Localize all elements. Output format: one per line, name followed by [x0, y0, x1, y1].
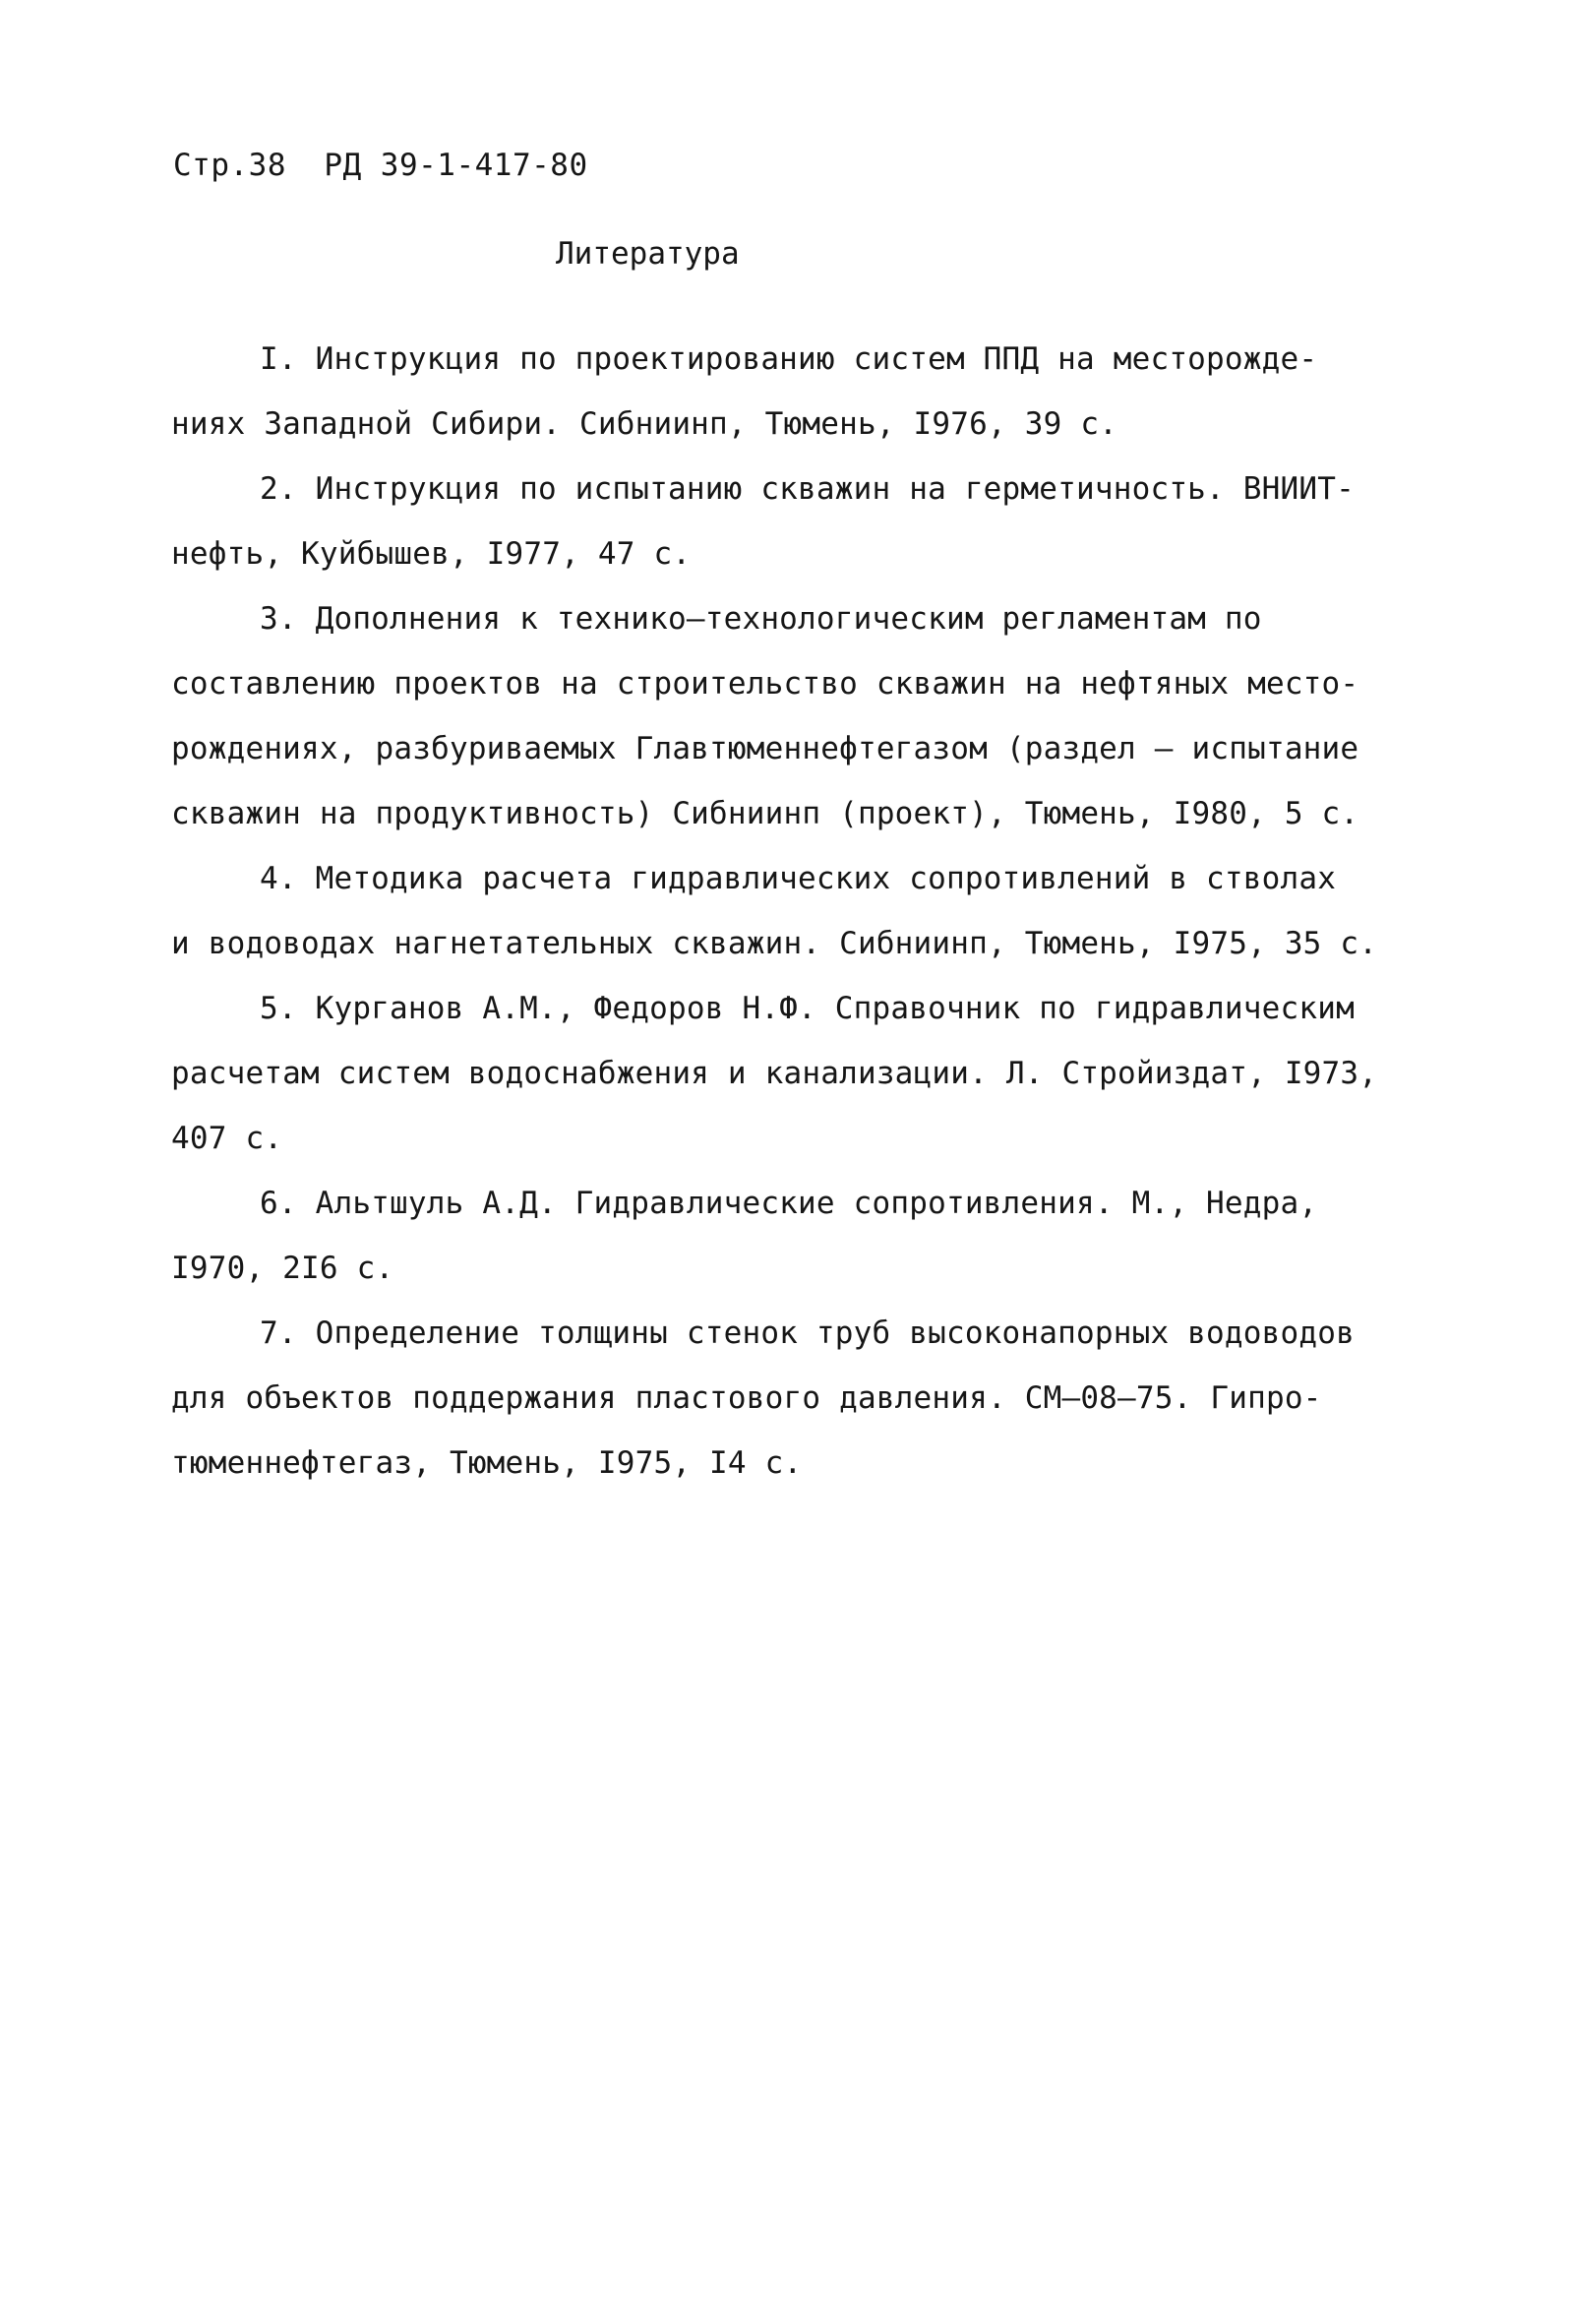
reference-line: 5. Курганов А.М., Федоров Н.Ф. Справочник по гидравлическим: [260, 991, 1355, 1026]
page-number: Стр.38: [173, 148, 286, 183]
section-title: Литература: [556, 236, 740, 272]
reference-line: 2. Инструкция по испытанию скважин на герметичность. ВНИИТ-: [260, 471, 1355, 507]
reference-item: [171, 1301, 1450, 1496]
reference-item: [171, 976, 1450, 1171]
reference-list: [171, 327, 1450, 1496]
reference-line: 4. Методика расчета гидравлических сопротивлений в стволах: [260, 861, 1337, 896]
reference-line: скважин на продуктивность) Сибниинп (проект), Тюмень, I980, 5 с.: [171, 796, 1359, 831]
reference-line: тюменнефтегаз, Тюмень, I975, I4 с.: [171, 1445, 803, 1481]
reference-line: ниях Западной Сибири. Сибниинп, Тюмень, I976, 39 с.: [171, 406, 1118, 442]
reference-line: 3. Дополнения к технико–технологическим регламентам по: [260, 601, 1262, 637]
document-code: РД 39-1-417-80: [324, 148, 588, 183]
reference-line: рождениях, разбуриваемых Главтюменнефтегазом (раздел – испытание: [171, 731, 1359, 766]
reference-line: I970, 2I6 с.: [171, 1251, 394, 1286]
reference-line: 6. Альтшуль А.Д. Гидравлические сопротивления. М., Недра,: [260, 1186, 1318, 1221]
reference-item: [171, 457, 1450, 586]
reference-line: 407 с.: [171, 1121, 283, 1156]
reference-line: для объектов поддержания пластового давления. СМ–08–75. Гипро-: [171, 1380, 1322, 1416]
reference-line: составлению проектов на строительство скважин на нефтяных место-: [171, 666, 1359, 702]
reference-line: расчетам систем водоснабжения и канализации. Л. Стройиздат, I973,: [171, 1056, 1378, 1091]
reference-item: [171, 327, 1450, 457]
reference-line: I. Инструкция по проектированию систем ППД на месторожде-: [260, 341, 1318, 377]
reference-line: 7. Определение толщины стенок труб высоконапорных водоводов: [260, 1315, 1355, 1351]
reference-item: [171, 1171, 1450, 1301]
reference-item: [171, 846, 1450, 976]
reference-item: [171, 586, 1450, 846]
reference-line: нефть, Куйбышев, I977, 47 с.: [171, 536, 692, 572]
page-header: [173, 148, 588, 183]
reference-line: и водоводах нагнетательных скважин. Сибниинп, Тюмень, I975, 35 с.: [171, 926, 1378, 961]
